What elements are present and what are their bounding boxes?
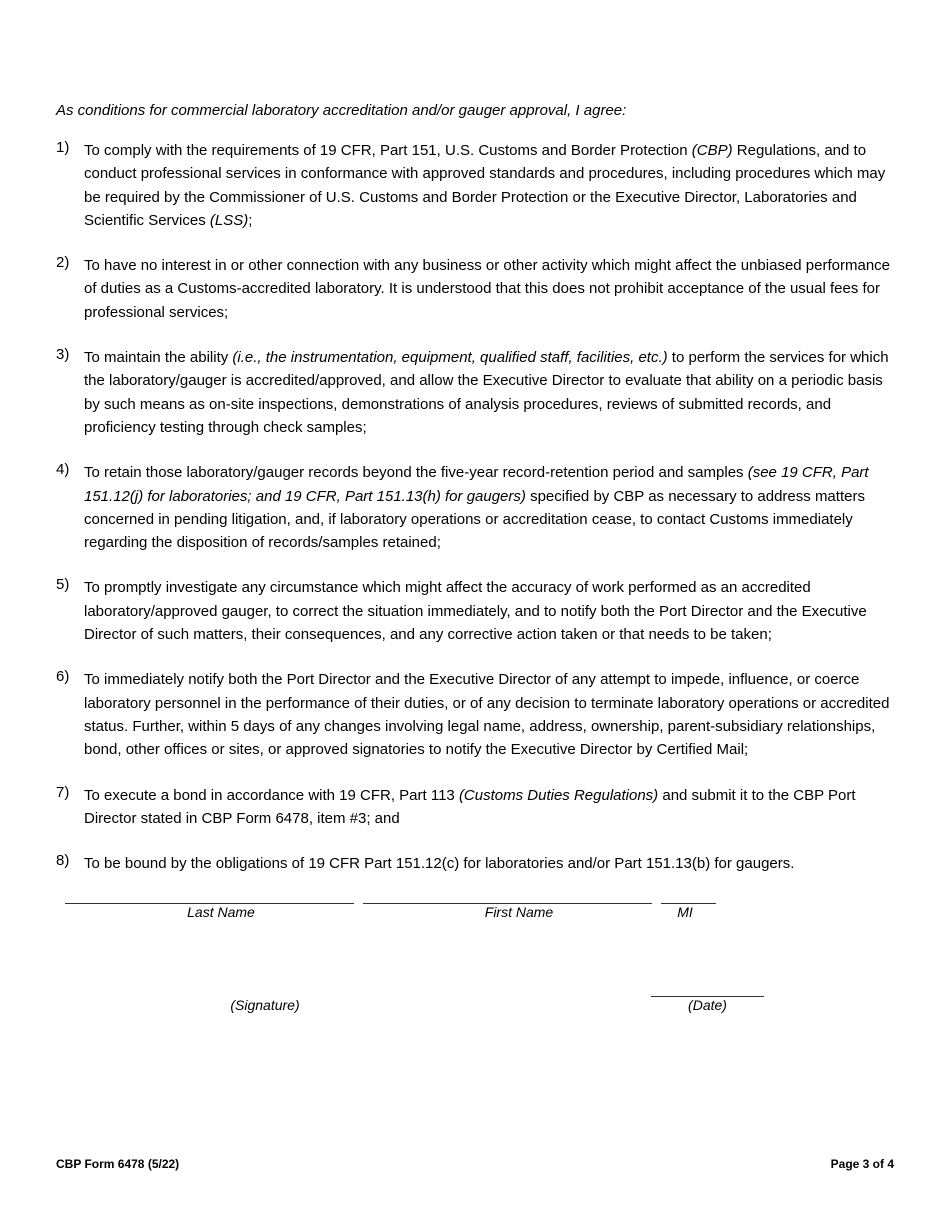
- condition-item: [56, 461, 896, 554]
- condition-text: [84, 784, 896, 831]
- condition-text: [84, 576, 896, 646]
- condition-text: [84, 254, 896, 324]
- date-label: (Date): [688, 997, 727, 1013]
- condition-text-segment: and submit it to the CBP Port Director stated in CBP Form 6478, item #3; and: [84, 786, 856, 827]
- condition-item: [56, 852, 896, 875]
- condition-text-italic: (i.e., the instrumentation, equipment, qualified staff, facilities, etc.): [232, 349, 668, 367]
- condition-text-segment: specified by CBP as necessary to address matters concerned in pending litigation, and, if laboratory operations or accreditation cease, to contact Customs immediately regarding the disposition of records/samples retained;: [84, 487, 865, 552]
- mi-label: MI: [677, 904, 693, 920]
- condition-item: [56, 668, 896, 761]
- condition-text: [84, 668, 896, 761]
- condition-number: 8): [56, 852, 70, 870]
- condition-item: [56, 784, 896, 831]
- condition-text-segment: To maintain the ability: [84, 349, 233, 367]
- condition-text-segment: To immediately notify both the Port Director and the Executive Director of any attempt to impede, influence, or coerce laboratory personnel in the performance of their duties, or of any decision to terminate laboratory operations or accredited status. Further, within 5 days of any changes involving legal name, address, ownership, parent-subsidiary relationships, bond, other offices or sites, or approved signatories to notify the Executive Director by Certified Mail;: [84, 671, 890, 759]
- condition-text: [84, 852, 896, 875]
- last-name-label: Last Name: [187, 904, 255, 920]
- conditions-list: [56, 139, 896, 875]
- condition-number: 1): [56, 139, 70, 156]
- condition-number: 7): [56, 783, 70, 801]
- condition-text-segment: To have no interest in or other connection with any business or other activity which might affect the unbiased performance of duties as a Customs-accredited laboratory. It is understood that this does not prohibit acceptance of the usual fees for professional services;: [84, 257, 891, 321]
- page-number: Page 3 of 4: [830, 1157, 894, 1171]
- condition-text-segment: To be bound by the obligations of 19 CFR Part 151.12(c) for laboratories and/or Part 151.13(b) for gaugers.: [84, 855, 795, 873]
- condition-text: [84, 461, 896, 554]
- condition-item: [56, 576, 896, 646]
- condition-number: 5): [56, 576, 70, 594]
- condition-text-segment: To promptly investigate any circumstance which might affect the accuracy of work performed as an accredited laboratory/approved gauger, to correct the situation immediately, and to notify both the Port Director and the Executive Director of such matters, their consequences, and any corrective action taken or that needs to be taken;: [84, 579, 867, 644]
- condition-number: 4): [56, 461, 70, 479]
- first-name-label: First Name: [484, 904, 554, 920]
- condition-number: 3): [56, 346, 70, 364]
- condition-text-italic: (see 19 CFR, Part 151.12(j) for laboratories; and 19 CFR, Part 151.13(h) for gaugers): [84, 464, 869, 505]
- form-id: CBP Form 6478 (5/22): [56, 1157, 180, 1171]
- condition-text-italic: (Customs Duties Regulations): [458, 786, 659, 804]
- condition-text-segment: To retain those laboratory/gauger records beyond the five-year record-retention period and samples: [84, 464, 748, 482]
- condition-text-segment: To execute a bond in accordance with 19 CFR, Part 113: [84, 786, 459, 804]
- condition-text: [84, 346, 896, 439]
- condition-text-segment: to perform the services for which the laboratory/gauger is accredited/approved, and allow the Executive Director to evaluate that ability on a periodic basis by such means as on-site inspections, demonstrations of analysis procedures, reviews of submitted records, and proficiency testing through check samples;: [84, 349, 889, 436]
- condition-number: 6): [56, 668, 70, 686]
- condition-item: [56, 346, 896, 439]
- condition-item: [56, 139, 896, 232]
- condition-text-segment: ;: [248, 211, 253, 229]
- condition-number: 2): [56, 254, 70, 272]
- condition-text-segment: To comply with the requirements of 19 CFR, Part 151, U.S. Customs and Border Protection: [84, 142, 692, 159]
- intro-statement: As conditions for commercial laboratory accreditation and/or gauger approval, I agree:: [56, 102, 627, 119]
- condition-text-italic: (CBP): [691, 142, 733, 159]
- condition-text-italic: (LSS): [209, 211, 249, 229]
- condition-text-segment: Regulations, and to conduct professional services in conformance with approved standards and procedures, including procedures which may be required by the Commissioner of U.S. Customs and Border Protection or the Executive Director, Laboratories and Scientific Services: [84, 142, 886, 229]
- condition-text: [84, 139, 896, 232]
- condition-item: [56, 254, 896, 324]
- signature-label: (Signature): [230, 997, 300, 1013]
